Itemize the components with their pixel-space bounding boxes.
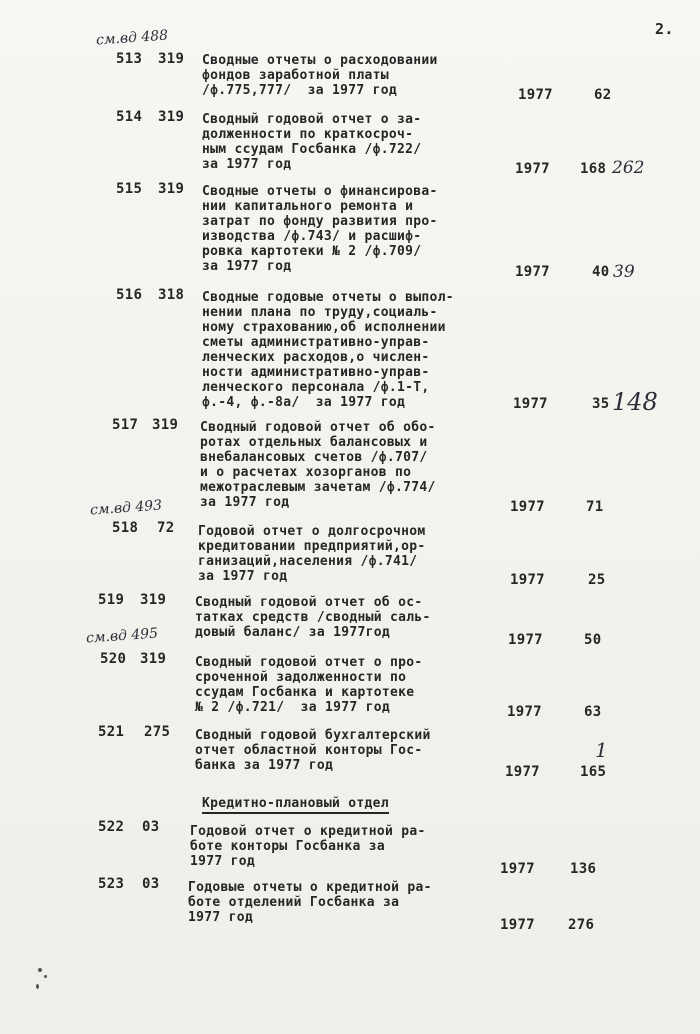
entry-year-513: 1977 [518, 87, 553, 103]
entry-fund-520: 319 [140, 651, 167, 667]
entry-line: отчет областной конторы Гос- [195, 743, 423, 758]
entry-line: № 2 /ф.721/ за 1977 год [195, 700, 391, 715]
entry-line: Сводный годовой бухгалтерский [195, 728, 431, 743]
entry-fund-523: 03 [142, 876, 160, 892]
entry-fund-513: 319 [158, 51, 185, 67]
entry-fund-518: 72 [157, 520, 175, 536]
handwritten-mark-521: 1 [595, 738, 608, 762]
entry-line: сроченной задолженности по [195, 670, 407, 685]
page-number: 2. [655, 20, 674, 38]
entry-line: боте отделений Госбанка за [188, 895, 400, 910]
entry-year-520: 1977 [507, 704, 542, 720]
entry-line: изводства /ф.743/ и расшиф- [202, 229, 422, 244]
entry-number-517: 517 [112, 417, 139, 433]
entry-line: ленческих расходов,о числен- [202, 350, 430, 365]
entry-sheets-523: 276 [568, 917, 595, 933]
entry-fund-514: 319 [158, 109, 185, 125]
entry-title-520 [195, 655, 423, 715]
entry-line: Сводные годовые отчеты о выпол- [202, 290, 454, 305]
entry-sheets-519: 50 [584, 632, 602, 648]
entry-number-522: 522 [98, 819, 125, 835]
entry-line: ному страхованию,об исполнении [202, 320, 446, 335]
entry-line: банка за 1977 год [195, 758, 334, 773]
entry-line: /ф.775,777/ за 1977 год [202, 83, 398, 98]
entry-year-521: 1977 [505, 764, 540, 780]
entry-year-514: 1977 [515, 161, 550, 177]
entry-title-519 [195, 595, 431, 640]
entry-number-514: 514 [116, 109, 143, 125]
entry-line: затрат по фонду развития про- [202, 214, 438, 229]
entry-title-521 [195, 728, 431, 773]
entry-fund-519: 319 [140, 592, 167, 608]
entry-title-513 [202, 53, 438, 98]
entry-sheets-516: 35 [592, 396, 610, 412]
entry-number-523: 523 [98, 876, 125, 892]
handwritten-note-520: см.вд 495 [85, 625, 159, 647]
entry-number-516: 516 [116, 287, 143, 303]
entry-title-523 [188, 880, 432, 925]
entry-sheets-518: 25 [588, 572, 606, 588]
entry-line: сметы административно-управ- [202, 335, 430, 350]
entry-line: ганизаций,населения /ф.741/ [198, 554, 418, 569]
entry-fund-522: 03 [142, 819, 160, 835]
entry-line: боте конторы Госбанка за [190, 839, 386, 854]
entry-line: фондов заработной платы [202, 68, 389, 83]
entry-line: ровка картотеки № 2 /ф.709/ [202, 244, 422, 259]
section-heading: Кредитно-плановый отдел [202, 796, 389, 814]
handwritten-note-513: см.вд 488 [95, 27, 169, 49]
entry-title-515 [202, 184, 438, 274]
entry-line: нии капитального ремонта и [202, 199, 414, 214]
entry-line: ленческого персонала /ф.1-Т, [202, 380, 430, 395]
entry-line: Сводный годовой отчет об ос- [195, 595, 423, 610]
entry-sheets-515: 40 [592, 264, 610, 280]
entry-title-517 [200, 420, 436, 510]
scan-speck [44, 975, 47, 978]
entry-year-516: 1977 [513, 396, 548, 412]
entry-line: Годовой отчет о кредитной ра- [190, 824, 426, 839]
entry-line: за 1977 год [200, 495, 290, 510]
entry-number-521: 521 [98, 724, 125, 740]
scan-speck [36, 984, 39, 989]
entry-title-518 [198, 524, 426, 584]
entry-title-522 [190, 824, 426, 869]
scan-speck [38, 968, 42, 972]
entry-sheets-514: 168 [580, 161, 607, 177]
entry-line: Годовой отчет о долгосрочном [198, 524, 426, 539]
entry-year-523: 1977 [500, 917, 535, 933]
entry-line: 1977 год [188, 910, 254, 925]
handwritten-correction-514: 262 [612, 158, 645, 178]
entry-line: нении плана по труду,социаль- [202, 305, 438, 320]
entry-line: и о расчетах хозорганов по [200, 465, 412, 480]
entry-year-518: 1977 [510, 572, 545, 588]
entry-number-518: 518 [112, 520, 139, 536]
entry-line: межотраслевым зачетам /ф.774/ [200, 480, 436, 495]
entry-year-517: 1977 [510, 499, 545, 515]
entry-sheets-520: 63 [584, 704, 602, 720]
handwritten-correction-516: 148 [612, 388, 658, 416]
entry-number-519: 519 [98, 592, 125, 608]
entry-title-516 [202, 290, 454, 410]
entry-line: Сводные отчеты о расходовании [202, 53, 438, 68]
entry-sheets-513: 62 [594, 87, 612, 103]
entry-line: Сводный годовой отчет о за- [202, 112, 422, 127]
entry-fund-521: 275 [144, 724, 171, 740]
entry-line: за 1977 год [198, 569, 288, 584]
entry-line: ф.-4, ф.-8а/ за 1977 год [202, 395, 406, 410]
handwritten-note-518: см.вд 493 [89, 497, 163, 519]
handwritten-correction-515: 39 [613, 262, 635, 282]
entry-number-515: 515 [116, 181, 143, 197]
entry-line: ссудам Госбанка и картотеке [195, 685, 415, 700]
entry-number-520: 520 [100, 651, 127, 667]
entry-line: довый баланс/ за 1977год [195, 625, 391, 640]
entry-year-519: 1977 [508, 632, 543, 648]
entry-line: ротах отдельных балансовых и [200, 435, 428, 450]
entry-line: Годовые отчеты о кредитной ра- [188, 880, 432, 895]
entry-fund-517: 319 [152, 417, 179, 433]
entry-title-514 [202, 112, 421, 172]
entry-line: за 1977 год [202, 157, 292, 172]
entry-sheets-521: 165 [580, 764, 607, 780]
entry-line: за 1977 год [202, 259, 292, 274]
entry-line: Сводный годовой отчет о про- [195, 655, 423, 670]
entry-line: внебалансовых счетов /ф.707/ [200, 450, 428, 465]
entry-year-522: 1977 [500, 861, 535, 877]
entry-line: ности административно-управ- [202, 365, 430, 380]
entry-line: татках средств /сводный саль- [195, 610, 431, 625]
entry-line: Сводный годовой отчет об обо- [200, 420, 436, 435]
entry-line: ным ссудам Госбанка /ф.722/ [202, 142, 422, 157]
entry-number-513: 513 [116, 51, 143, 67]
entry-fund-515: 319 [158, 181, 185, 197]
entry-line: кредитовании предприятий,ор- [198, 539, 426, 554]
entry-sheets-517: 71 [586, 499, 604, 515]
entry-year-515: 1977 [515, 264, 550, 280]
entry-line: долженности по краткосроч- [202, 127, 414, 142]
entry-sheets-522: 136 [570, 861, 597, 877]
entry-line: 1977 год [190, 854, 256, 869]
entry-line: Сводные отчеты о финансирова- [202, 184, 438, 199]
entry-fund-516: 318 [158, 287, 185, 303]
